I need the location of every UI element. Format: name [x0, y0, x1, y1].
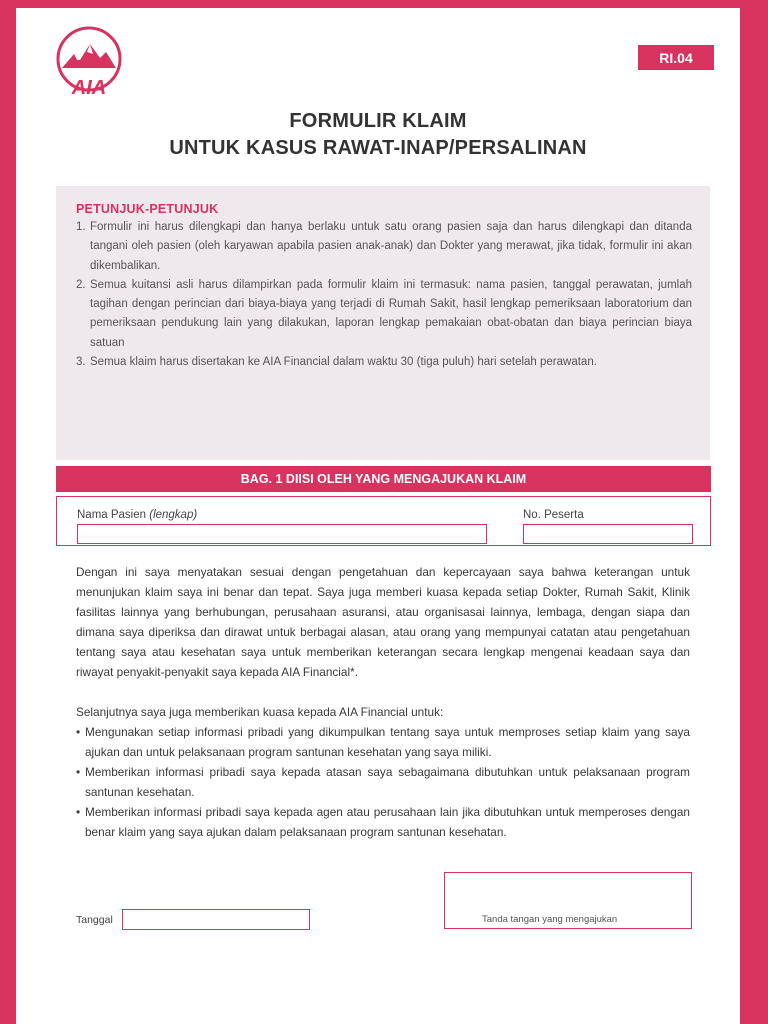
patient-name-label	[77, 509, 197, 521]
instruction-text: Semua klaim harus disertakan ke AIA Financial dalam waktu 30 (tiga puluh) hari setelah perawatan.	[90, 356, 597, 369]
instructions-list	[76, 218, 692, 372]
bullet-icon: •	[76, 805, 81, 819]
declaration-paragraph: Dengan ini saya menyatakan sesuai dengan pengetahuan dan kepercayaan saya bahwa keterangan untuk menunjukan klaim saya ini benar dan tepat. Saya juga memberi kuasa kepada setiap Dokter, Rumah Sakit, Klinik fasilitas lainnya yang berhubungan, perusahaan asuransi, atau organisasai lainnya, lembaga, dengan siapa dan dimana saya diperiksa dan dirawat untuk berbagai alasan, atau orang yang mempunyai catatan atau pengetahuan tentang saya atau kesehatan saya untuk memberikan keterangan secara lengkap mengenai keadaan saya dan riwayat penyakit-penyakit saya kepada AIA Financial*.	[76, 565, 690, 679]
declaration-body	[76, 562, 690, 842]
title-line-2: UNTUK KASUS RAWAT-INAP/PERSALINAN	[169, 137, 587, 159]
instruction-number: 3.	[76, 356, 86, 369]
patient-name-field[interactable]	[77, 524, 487, 544]
instruction-item	[76, 276, 692, 353]
svg-text:AIA: AIA	[71, 77, 107, 99]
section-1-heading: BAG. 1 DIISI OLEH YANG MENGAJUKAN KLAIM	[56, 466, 711, 492]
authorization-item	[76, 762, 690, 802]
authorization-text: Memberikan informasi pribadi saya kepada atasan saya sebagaimana dibutuhkan untuk pelaksanaan program santunan kesehatan.	[85, 765, 690, 799]
instruction-item	[76, 218, 692, 276]
instruction-text: Semua kuitansi asli harus dilampirkan pada formulir klaim ini termasuk: nama pasien, tanggal perawatan, jumlah tagihan dengan perincian dari biaya-biaya yang terjadi di Rumah Sakit, hasil lengkap pemeriksaan laboratorium dan pemeriksaan pendukung lain yang dilakukan, laporan lengkap pemakaian obat-obatan dan biaya perincian biaya satuan	[90, 278, 692, 349]
instruction-text: Formulir ini harus dilengkapi dan hanya berlaku untuk satu orang pasien saja dan harus dilengkapi dan ditanda tangani oleh pasien (oleh karyawan apabila pasien anak-anak) dan Dokter yang merawat, jika tidak, formulir ini akan dikembalikan.	[90, 221, 692, 272]
authorization-text: Mengunakan setiap informasi pribadi yang dikumpulkan tentang saya untuk memproses setiap klaim yang saya ajukan dan untuk pelaksanaan program santunan kesehatan yang saya miliki.	[85, 725, 690, 759]
section-1-fields	[56, 496, 711, 546]
patient-name-label-qualifier: (lengkap)	[149, 509, 198, 521]
member-number-label: No. Peserta	[523, 509, 584, 521]
instruction-item	[76, 353, 692, 372]
bullet-icon: •	[76, 765, 81, 779]
authorization-item	[76, 722, 690, 762]
bullet-icon: •	[76, 725, 81, 739]
form-title	[16, 108, 740, 162]
patient-name-label-text: Nama Pasien	[77, 509, 150, 521]
signature-label: Tanda tangan yang mengajukan	[482, 914, 618, 925]
form-page	[16, 8, 740, 1024]
date-label: Tanggal	[76, 914, 113, 926]
date-field[interactable]	[122, 909, 310, 930]
member-number-field[interactable]	[523, 524, 693, 544]
title-line-1: FORMULIR KLAIM	[289, 110, 467, 132]
instruction-number: 1.	[76, 221, 86, 233]
form-code-badge: RI.04	[638, 45, 714, 70]
aia-logo	[54, 24, 124, 100]
instructions-heading: PETUNJUK-PETUNJUK	[76, 202, 219, 216]
authorization-item	[76, 802, 690, 842]
authorization-list	[76, 722, 690, 842]
instruction-number: 2.	[76, 278, 86, 291]
instructions-panel	[56, 186, 710, 460]
authorization-text: Memberikan informasi pribadi saya kepada agen atau perusahaan lain jika dibutuhkan untuk memperoses dengan benar klaim yang saya ajukan dalam pelaksanaan program santunan kesehatan.	[85, 805, 690, 839]
authorization-lead: Selanjutnya saya juga memberikan kuasa kepada AIA Financial untuk:	[76, 705, 444, 719]
